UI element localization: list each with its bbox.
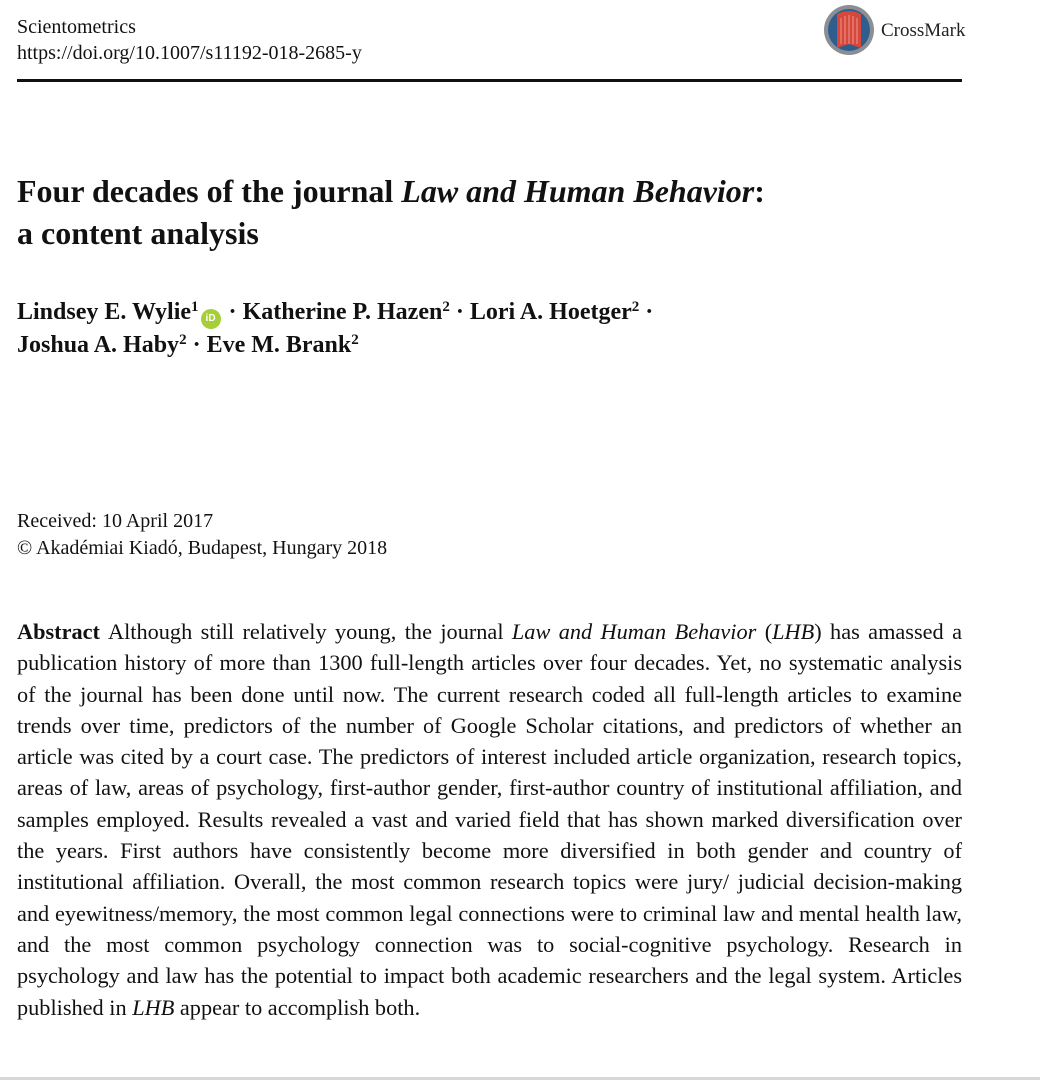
title-colon: : xyxy=(754,173,765,209)
article-title xyxy=(17,170,962,254)
abstract-text: ) has amassed a publication history of more than 1300 full-length articles over four decades. Yet, no systematic analysis of the journal has been done until now. The current research coded all full-length articles to examine trends over time, predictors of the number of Google Scholar citations, and predictors of whether an article was cited by a court case. The predictors of interest included article organization, research topics, areas of law, areas of psychology, first-author gender, first-author country of institutional affiliation, and samples employed. Results revealed a vast and varied field that has shown marked diversification over the years. First authors have consistently become more diversified in both gender and country of institutional affiliation. Overall, the most common research topics were jury/ judicial decision-making and eyewitness/memory, the most common legal connections were to criminal law and mental health law, and the most common psychology connection was to social-cognitive psychology. Research in psychology and law has the potential to impact both academic researchers and the legal system. Articles published in xyxy=(17,619,962,1020)
author-separator: · xyxy=(449,299,470,325)
crossmark-label: CrossMark xyxy=(881,20,966,41)
author-affiliation: 2 xyxy=(351,332,359,348)
abstract-journal-name: Law and Human Behavior xyxy=(511,619,757,644)
received-date: Received: 10 April 2017 xyxy=(17,510,214,532)
author-name[interactable]: Joshua A. Haby xyxy=(17,332,180,358)
abstract-text: appear to accomplish both. xyxy=(174,994,421,1020)
author-list xyxy=(17,296,962,361)
crossmark-icon xyxy=(823,4,875,56)
author-separator: · xyxy=(222,299,243,325)
author-affiliation: 2 xyxy=(442,299,450,315)
author-affiliation: 2 xyxy=(631,299,640,315)
title-journal-name: Law and Human Behavior xyxy=(401,173,755,209)
publication-dates xyxy=(17,508,387,562)
author-name[interactable]: Katherine P. Hazen xyxy=(242,299,443,325)
abstract xyxy=(17,616,962,1023)
doi-link[interactable]: https://doi.org/10.1007/s11192-018-2685-y xyxy=(17,42,362,64)
author-affiliation: 1 xyxy=(191,299,199,315)
author-name[interactable]: Eve M. Brank xyxy=(206,332,352,358)
crossmark-badge[interactable] xyxy=(823,4,973,58)
abstract-text: Although still relatively young, the journal xyxy=(107,619,512,644)
author-name[interactable]: Lindsey E. Wylie xyxy=(17,299,192,325)
copyright-line: © Akadémiai Kiadó, Budapest, Hungary 2018 xyxy=(17,537,388,559)
journal-header xyxy=(17,14,362,66)
journal-name: Scientometrics xyxy=(17,16,136,38)
header-rule xyxy=(17,79,962,82)
abstract-abbreviation: LHB xyxy=(772,619,815,644)
orcid-icon[interactable]: iD xyxy=(201,309,221,329)
author-name[interactable]: Lori A. Hoetger xyxy=(469,299,632,325)
abstract-label: Abstract xyxy=(17,619,100,644)
author-affiliation: 2 xyxy=(179,332,187,348)
author-separator: · xyxy=(639,299,654,325)
abstract-text: ( xyxy=(756,619,773,644)
title-text: Four decades of the journal xyxy=(17,173,402,209)
abstract-abbreviation: LHB xyxy=(132,994,175,1020)
author-separator: · xyxy=(186,332,207,358)
title-line-2: a content analysis xyxy=(17,215,259,251)
